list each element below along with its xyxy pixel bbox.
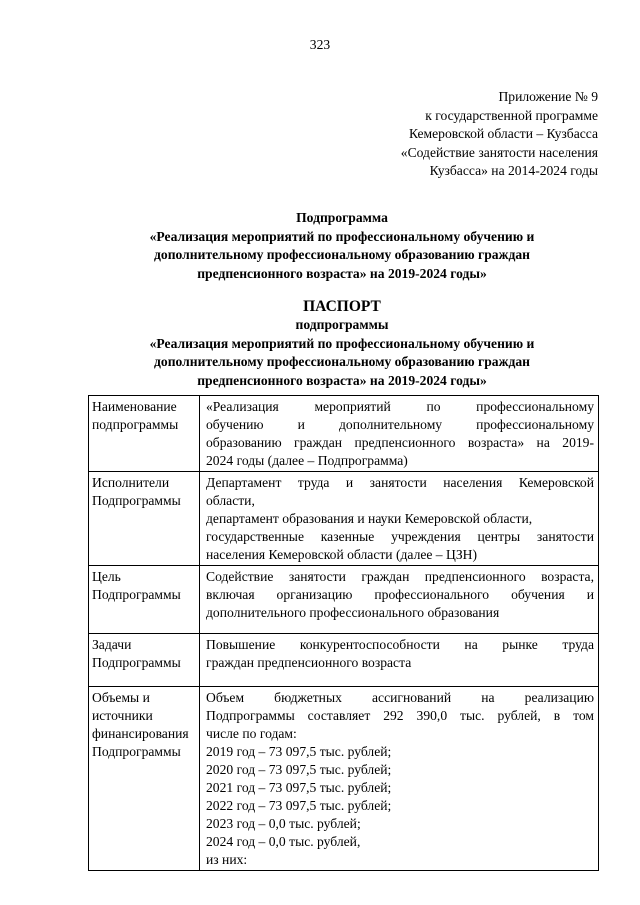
row-label-executors bbox=[89, 472, 200, 566]
appendix-line: к государственной программе bbox=[425, 107, 598, 123]
value-line: 2024 годы (далее – Подпрограмма) bbox=[206, 453, 408, 468]
row-value-tasks bbox=[200, 634, 599, 687]
label-line: финансирования bbox=[92, 726, 189, 741]
subprogram-title-line: предпенсионного возраста» на 2019-2024 годы» bbox=[197, 265, 487, 281]
label-line: источники bbox=[92, 708, 153, 723]
row-label-name bbox=[89, 396, 200, 472]
label-line: Наименование bbox=[92, 399, 177, 414]
table-row bbox=[89, 472, 599, 566]
passport-table bbox=[88, 395, 599, 871]
value-line: граждан предпенсионного возраста bbox=[206, 655, 412, 670]
value-line: области, bbox=[206, 493, 255, 508]
appendix-line: «Содействие занятости населения bbox=[400, 144, 598, 160]
passport-title-line: дополнительному профессиональному образованию граждан bbox=[154, 354, 530, 369]
value-line: дополнительного профессионального образования bbox=[206, 605, 500, 620]
passport-heading: ПАСПОРТ bbox=[303, 298, 381, 315]
row-label-goal bbox=[89, 566, 200, 634]
row-value-funding bbox=[200, 687, 599, 871]
value-line: Содействие занятости граждан предпенсионного возраста, bbox=[206, 569, 594, 584]
label-line: Исполнители bbox=[92, 475, 170, 490]
row-value-goal bbox=[200, 566, 599, 634]
row-label-funding bbox=[89, 687, 200, 871]
passport-title-line: предпенсионного возраста» на 2019-2024 годы» bbox=[197, 372, 487, 388]
row-value-name bbox=[200, 396, 599, 472]
passport-title-line: подпрограммы bbox=[295, 317, 389, 332]
label-line: Подпрограммы bbox=[92, 493, 181, 508]
label-line: Объемы и bbox=[92, 690, 150, 705]
label-line: Подпрограммы bbox=[92, 587, 181, 602]
label-line: Подпрограммы bbox=[92, 744, 181, 759]
value-line: 2020 год – 73 097,5 тыс. рублей; bbox=[206, 762, 392, 777]
row-value-executors bbox=[200, 472, 599, 566]
value-line: Объем бюджетных ассигнований на реализацию bbox=[206, 690, 594, 705]
value-line: «Реализация мероприятий по профессиональному bbox=[206, 399, 594, 414]
subprogram-title-line: дополнительному профессиональному образованию граждан bbox=[154, 247, 530, 262]
value-line: образованию граждан предпенсионного возраста» на 2019- bbox=[206, 435, 594, 450]
label-line: Подпрограммы bbox=[92, 655, 181, 670]
subprogram-title-line: Подпрограмма bbox=[296, 210, 388, 225]
value-line: 2021 год – 73 097,5 тыс. рублей; bbox=[206, 780, 392, 795]
label-line: подпрограммы bbox=[92, 417, 179, 432]
value-line: 2022 год – 73 097,5 тыс. рублей; bbox=[206, 798, 392, 813]
table-row bbox=[89, 634, 599, 687]
subprogram-title-line: «Реализация мероприятий по профессиональному обучению и bbox=[149, 228, 535, 244]
value-line: населения Кемеровской области (далее – ЦЗН) bbox=[206, 547, 477, 562]
value-line: государственные казенные учреждения центры занятости bbox=[206, 529, 594, 544]
appendix-line: Кузбасса» на 2014-2024 годы bbox=[429, 163, 598, 178]
value-line: Департамент труда и занятости населения Кемеровской bbox=[206, 475, 594, 490]
appendix-line: Кемеровской области – Кузбасса bbox=[408, 126, 598, 141]
passport-title-line: «Реализация мероприятий по профессиональному обучению и bbox=[149, 335, 535, 351]
value-line: из них: bbox=[206, 852, 248, 867]
table-row bbox=[89, 566, 599, 634]
value-line: 2024 год – 0,0 тыс. рублей, bbox=[206, 834, 361, 849]
value-line: Подпрограммы составляет 292 390,0 тыс. рублей, в том bbox=[206, 708, 594, 723]
value-line: 2023 год – 0,0 тыс. рублей; bbox=[206, 816, 361, 831]
label-line: Задачи bbox=[92, 637, 132, 652]
appendix-note bbox=[346, 88, 598, 181]
table-row bbox=[89, 396, 599, 472]
page-number: 323 bbox=[309, 37, 331, 52]
label-line: Цель bbox=[92, 569, 121, 584]
subprogram-title bbox=[88, 209, 596, 283]
value-line: числе по годам: bbox=[206, 726, 297, 741]
value-line: департамент образования и науки Кемеровской области, bbox=[206, 511, 533, 526]
value-line: Повышение конкурентоспособности на рынке труда bbox=[206, 637, 594, 652]
value-line: обучению и дополнительному профессиональному bbox=[206, 417, 594, 432]
row-label-tasks bbox=[89, 634, 200, 687]
value-line: включая организацию профессионального обучения и bbox=[206, 587, 594, 602]
passport-title bbox=[88, 297, 596, 390]
table-row bbox=[89, 687, 599, 871]
appendix-line: Приложение № 9 bbox=[498, 89, 598, 104]
value-line: 2019 год – 73 097,5 тыс. рублей; bbox=[206, 744, 392, 759]
